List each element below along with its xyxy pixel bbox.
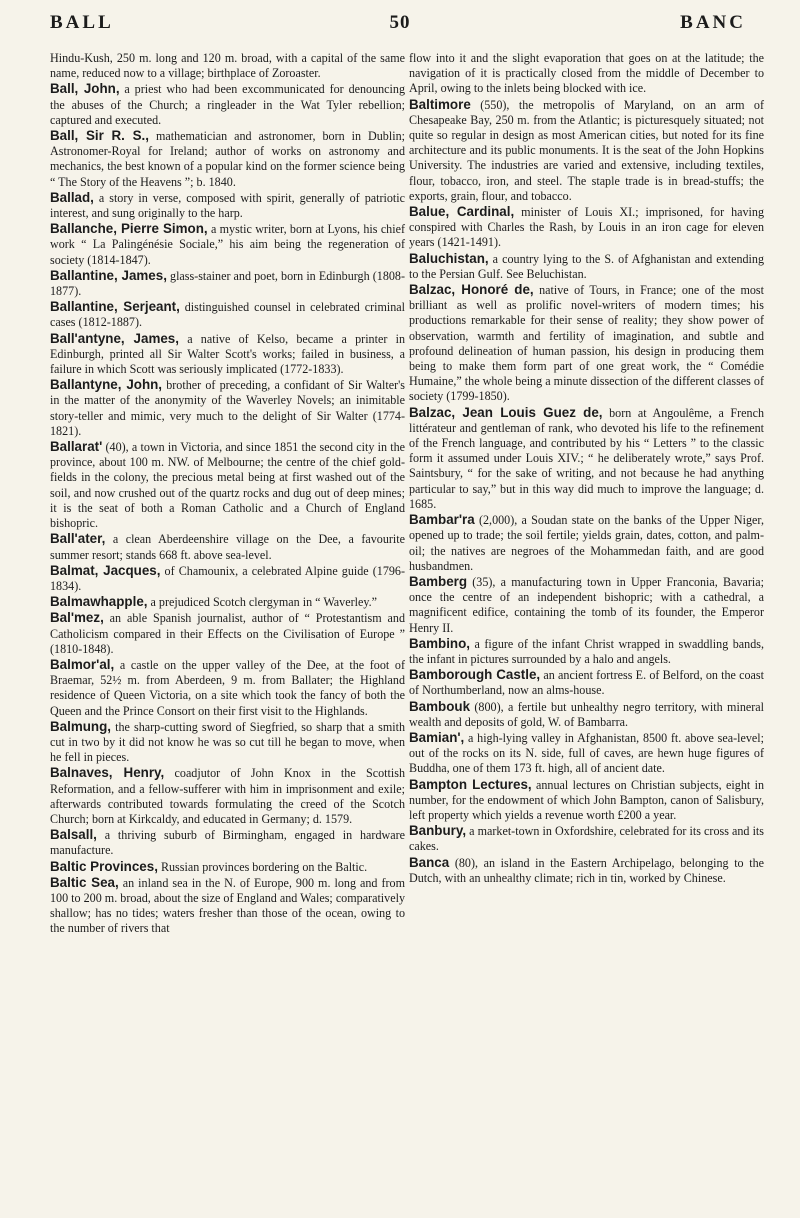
entry-headword: Bambar'ra [409,512,475,528]
entry-headword: Balmung, [50,718,112,734]
entry-text: distinguished counsel in celebrated criminal cases (1812-1887). [50,300,405,330]
dictionary-entry [409,97,764,204]
entry-text: a figure of the infant Christ wrapped in swaddling bands, the infant in pictures surrounded by a halo and angels. [409,636,764,666]
entry-text: a prejudiced Scotch clergyman in “ Waverley.” [147,595,377,610]
dictionary-entry [50,331,405,378]
dictionary-entry [50,594,405,610]
entry-headword: Balmawhapple, [50,594,148,610]
dictionary-entry [50,531,405,562]
entry-text: mathematician and astronomer, born in Dublin; Astronomer-Royal for Ireland; author of works on astronomy and mechanics, the best known of a popular kind on the former science being “ The Story of the Heavens ”; b. 1840. [50,129,405,189]
entry-headword: Banca [409,854,450,870]
dictionary-entry [409,667,764,698]
entry-headword: Baltic Sea, [50,874,119,890]
entry-text: annual lectures on Christian subjects, eight in number, for the endowment of which John Bampton, canon of Salisbury, left property which yields a revenue worth £200 a year. [409,777,765,822]
dictionary-entry [50,610,405,657]
entry-headword: Bamian', [409,729,465,745]
entry-headword: Bamborough Castle, [409,667,541,683]
entry-text: native of Tours, in France; one of the most brilliant as well as prolific novel-writers of modern times; his productions remarkable for their sense of reality; they show power of observation, warmth and fertility of imagination, and subtle and profound delineation of human passion, his design in producing them being to make them form part of one great work, the “ Comédie Humaine,” the whole being a minute dissection of the different classes of society (1799-1850). [409,283,764,404]
dictionary-entry [409,699,764,730]
entry-headword: Banbury, [409,823,467,839]
dictionary-entry [409,282,764,405]
entry-headword: Bampton Lectures, [409,776,532,792]
entry-text: a country lying to the S. of Afghanistan and extending to the Persian Gulf. See Beluchistan. [409,251,764,281]
page-number: 50 [389,12,411,33]
entry-text: (35), a manufacturing town in Upper Franconia, Bavaria; once the centre of an independent bishopric; with a cathedral, a magnificent edifice, containing the tomb of its founder, the Emperor Henry II. [409,574,764,635]
left-column [50,50,405,937]
entry-headword: Ballad, [50,189,94,205]
entry-text: a high-lying valley in Afghanistan, 8500 ft. above sea-level; out of the rocks on its N. side, full of caves, are hewn huge figures of Buddha, one of them 173 ft. high, all of ancient date. [409,730,764,776]
entry-text: of Chamounix, a celebrated Alpine guide (1796-1834). [50,563,405,593]
entry-text: coadjutor of John Knox in the Scottish Reformation, and a fellow-sufferer with him in imprisonment and exile; afterwards contributed towards formulating the creed of the Scotch Church; born at Kirkcaldy, and educated in Germany; d. 1579. [50,766,405,826]
dictionary-entry [50,377,405,439]
entry-text: glass-stainer and poet, born in Edinburgh (1808-1877). [50,268,405,299]
dictionary-entry [50,268,405,299]
entry-headword: Balzac, Jean Louis Guez de, [409,404,603,420]
entry-text: the sharp-cutting sword of Siegfried, so sharp that a smith cut in two by it did not know he was so cut till he began to move, when he fell in pieces. [50,719,405,765]
entry-text: a priest who had been excommunicated for denouncing the abuses of the Church; a ringleader in the Wat Tyler rebellion; captured and executed. [50,82,405,127]
entry-headword: Baluchistan, [409,250,489,266]
entry-headword: Ballantine, James, [50,267,167,283]
entry-headword: Ballanche, Pierre Simon, [50,221,208,237]
entry-headword: Bamberg [409,573,468,589]
entry-text: Hindu-Kush, 250 m. long and 120 m. broad, with a capital of the same name, reduced now to a village; birthplace of Zoroaster. [50,51,405,81]
entry-headword: Balnaves, Henry, [50,765,165,781]
entry-headword: Balmor'al, [50,656,115,672]
entry-text: minister of Louis XI.; imprisoned, for having conspired with Charles the Rash, by Louis in an iron cage for eleven years (1421-1491). [409,205,765,250]
running-header [40,6,760,36]
header-last-word: BANC [680,12,746,33]
dictionary-entry [50,719,405,766]
dictionary-entry [50,81,405,128]
entry-text: a mystic writer, born at Lyons, his chief work “ La Palingénésie Sociale,” his aim being the regeneration of society (1814-1847). [50,222,405,267]
entry-text: (2,000), a Soudan state on the banks of the Upper Niger, opened up to trade; the soil fertile; yields grain, dates, cotton, and palm-oil; the natives are negroes of the Mohammedan faith, and are good husbandmen. [409,513,764,573]
dictionary-entry [409,823,764,854]
header-first-word: BALL [50,12,114,33]
dictionary-entry [50,875,405,937]
entry-headword: Balzac, Honoré de, [409,282,534,298]
entry-text: born at Angoulême, a French littérateur and gentleman of rank, who devoted his life to the refinement of the French language, and contributed by his “ Letters ” to the classic form it assumed under Louis XIV.; “ he deliberately wrote,” says Prof. Saintsbury, “ for the sake of writing, and not because he had anything particular to say,” but in this way did much to improve the language; d. 1685. [409,405,764,511]
dictionary-entry [50,657,405,719]
dictionary-entry [409,251,764,282]
entry-text: an inland sea in the N. of Europe, 900 m. long and from 100 to 200 m. broad, about the size of England and Wales; comparatively shallow; has no tides; waters fresher than those of the ocean, owing to the number of rivers that [50,875,405,936]
dictionary-entry [50,859,405,875]
dictionary-entry [409,730,764,777]
dictionary-entry [50,190,405,221]
entry-text: (800), a fertile but unhealthy negro territory, with mineral wealth and deposits of gold, W. of Bambarra. [409,699,764,729]
dictionary-entry [409,636,764,667]
entry-headword: Ball, John, [50,81,120,97]
dictionary-entry [50,563,405,594]
entry-text: an ancient fortress E. of Belford, on the coast of Northumberland, now an alms-house. [409,668,764,698]
entry-headword: Balmat, Jacques, [50,562,161,578]
entry-headword: Balsall, [50,827,97,843]
entry-headword: Ball'ater, [50,531,106,547]
dictionary-entry [409,405,764,512]
entry-headword: Baltimore [409,96,471,112]
entry-text: Russian provinces bordering on the Baltic. [157,859,368,874]
dictionary-entry [50,439,405,531]
dictionary-entry [409,512,764,574]
entry-headword: Balue, Cardinal, [409,204,515,220]
dictionary-entry [50,827,405,858]
entry-headword: Ball, Sir R. S., [50,128,149,144]
dictionary-entry [409,777,764,824]
entry-text: brother of preceding, a confidant of Sir Walter's in the matter of the anonymity of the Waverley Novels; an inimitable story-teller and mimic, very much to the delight of Sir Walter (1774-1821). [50,378,405,438]
dictionary-entry [409,855,764,886]
entry-headword: Ballarat' [50,439,103,455]
dictionary-entry [409,50,764,97]
entry-headword: Ballantine, Serjeant, [50,299,180,315]
entry-text: a story in verse, composed with spirit, generally of patriotic interest, and sung originally to the harp. [50,190,405,221]
entry-headword: Bambino, [409,635,471,651]
dictionary-entry [50,50,405,81]
dictionary-entry [50,221,405,268]
dictionary-entry [50,765,405,827]
right-column [409,50,764,886]
entry-text: an able Spanish journalist, author of “ Protestantism and Catholicism compared in their Effects on the Civilisation of Europe ” (1810-1848). [50,611,405,656]
entry-headword: Ballantyne, John, [50,377,163,393]
entry-headword: Baltic Provinces, [50,858,158,874]
entry-text: a thriving suburb of Birmingham, engaged in hardware manufacture. [50,828,405,858]
entry-text: a native of Kelso, became a printer in Edinburgh, printed all Sir Walter Scott's works; failed in business, a failure in which Scott was seriously implicated (1772-1833). [50,331,405,377]
entry-text: (40), a town in Victoria, and since 1851 the second city in the province, about 100 m. NW. of Melbourne; the centre of the chief gold-fields in the colony, the precious metal being at first washed out of the soil, and now crushed out of the quartz rocks and dug out of deep mines; it is the seat of both a Roman Catholic and a Church of England bishopric. [50,440,405,531]
entry-text: a market-town in Oxfordshire, celebrated for its cross and its cakes. [409,824,764,854]
entry-headword: Bal'mez, [50,610,104,626]
entry-text: a castle on the upper valley of the Dee, at the foot of Braemar, 52½ m. from Aberdeen, 9 m. from Ballater; the Highland residence of Queen Victoria, on a site which took the fancy of both the Queen and the Prince Consort on their first visit to the Highlands. [50,657,405,718]
entry-text: (80), an island in the Eastern Archipelago, belonging to the Dutch, with an unhealthy climate; rich in tin, worked by Chinese. [409,855,764,885]
dictionary-entry [50,299,405,330]
entry-headword: Ball'antyne, James, [50,330,179,346]
entry-text: a clean Aberdeenshire village on the Dee, a favourite summer resort; stands 668 ft. above sea-level. [50,532,405,562]
entry-headword: Bambouk [409,698,471,714]
dictionary-entry [409,204,764,251]
entry-text: (550), the metropolis of Maryland, on an arm of Chesapeake Bay, 250 m. from the Atlantic; is picturesquely situated; not quite so regular in design as most American cities, but noted for its fine architecture and its public monuments. It is the seat of the John Hopkins University. The industries are varied and extensive, including textiles, flour, tobacco, iron, and steel. The staple trade is in bread-stuffs; the exports, grain, flour, and tobacco. [409,97,764,203]
entry-text: flow into it and the slight evaporation that goes on at the latitude; the navigation of it is practically closed from the middle of December to April, owing to the inlets being blocked with ice. [409,51,764,96]
dictionary-entry [50,128,405,190]
dictionary-entry [409,574,764,636]
